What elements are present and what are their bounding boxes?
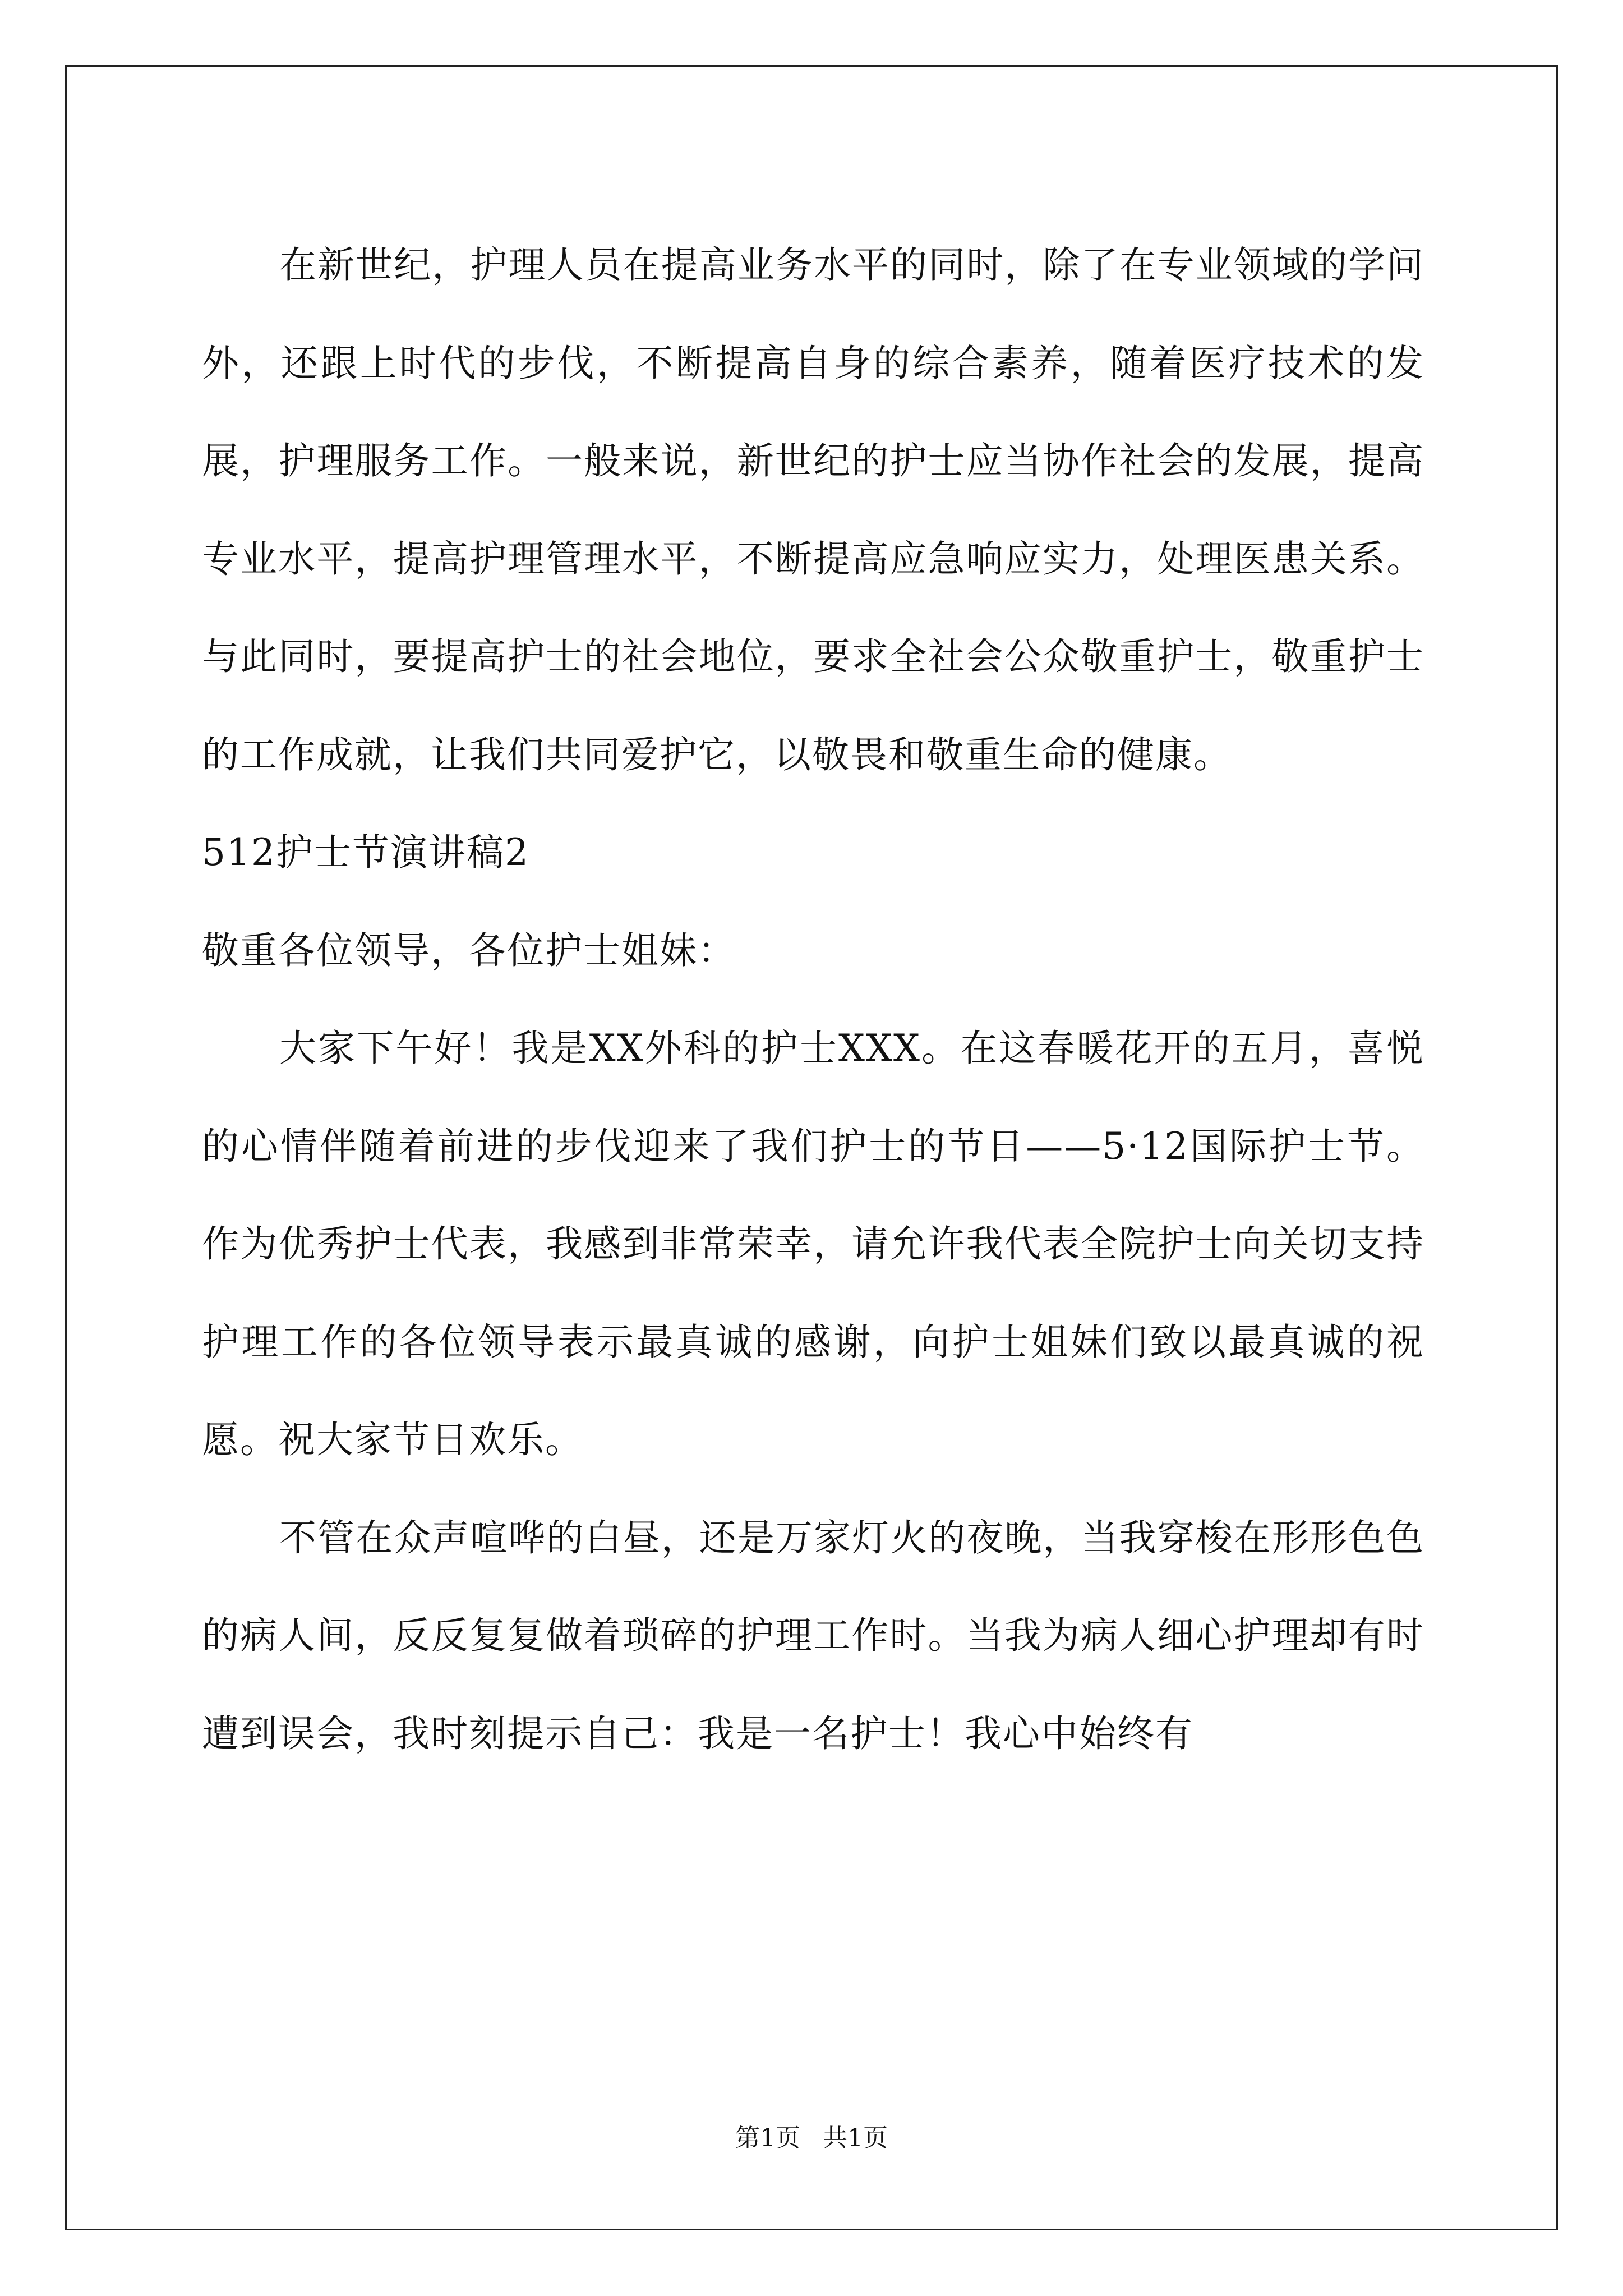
salutation: 敬重各位领导，各位护士姐妹： [202,928,736,972]
section-heading: 512护士节演讲稿2 [202,831,529,874]
paragraph-intro: 在新世纪，护理人员在提高业务水平的同时，除了在专业领域的学问外，还跟上时代的步伐，不断提高自身的综合素养，随着医疗技术的发展，护理服务工作。一般来说，新世纪的护士应当协作社会的发展，提高专业水平，提高护理管理水平，不断提高应急响应实力，处理医患关系。与此同时，要提高护士的社会地位，要求全社会公众敬重护士，敬重护士的工作成就，让我们共同爱护它，以敬畏和敬重生命的健康。 [202,243,1424,776]
page-total: 共1页 [823,2124,888,2152]
document-body [202,217,1424,1783]
page-footer [0,2122,1623,2155]
paragraph-greeting: 大家下午好！我是XX外科的护士XXX。在这春暖花开的五月，喜悦的心情伴随着前进的步伐迎来了我们护士的节日——5·12国际护士节。作为优秀护士代表，我感到非常荣幸，请允许我代表全院护士向关切支持护理工作的各位领导表示最真诚的感谢，向护士姐妹们致以最真诚的祝愿。祝大家节日欢乐。 [202,1027,1424,1461]
page-number: 第1页 [735,2124,800,2152]
paragraph-reflection: 不管在众声喧哗的白昼，还是万家灯火的夜晚，当我穿梭在形形色色的病人间，反反复复做着琐碎的护理工作时。当我为病人细心护理却有时遭到误会，我时刻提示自己：我是一名护士！我心中始终有 [202,1516,1424,1755]
